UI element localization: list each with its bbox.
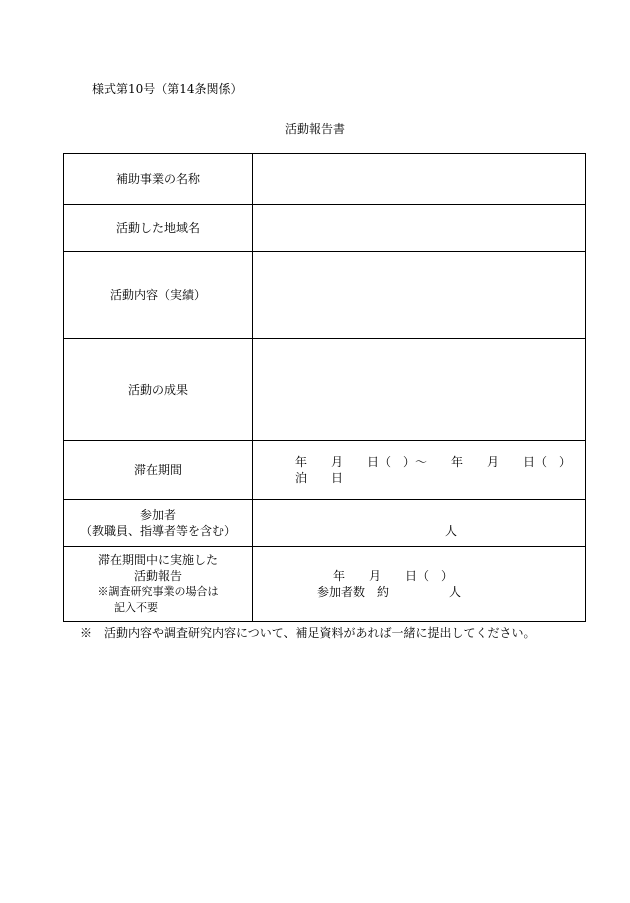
region-field[interactable] (253, 205, 586, 252)
results-label: 活動の成果 (64, 339, 253, 441)
stay-period-label: 滞在期間 (64, 441, 253, 500)
activity-report-date: 年 月 日（ ） (333, 569, 454, 583)
activity-report-note2: 記入不要 (114, 601, 158, 614)
stay-period-nights: 泊 日 (295, 471, 344, 485)
row-results (64, 339, 586, 441)
activity-report-label-line1: 滞在期間中に実施した (97, 553, 218, 567)
region-label: 活動した地域名 (64, 205, 253, 252)
stay-period-field[interactable] (253, 441, 586, 500)
activity-report-label-line2: 活動報告 (133, 569, 182, 583)
row-participants (64, 500, 586, 547)
project-name-label: 補助事業の名称 (64, 154, 253, 205)
footer-note: ※ 活動内容や調査研究内容について、補足資料があれば一緒に提出してください。 (80, 626, 536, 640)
activity-report-field[interactable] (253, 547, 586, 622)
content-field[interactable] (253, 252, 586, 339)
row-project-name (64, 154, 586, 205)
row-activity-report (64, 547, 586, 622)
participants-label-line2: （教職員、指導者等を含む） (79, 524, 236, 538)
row-region (64, 205, 586, 252)
report-table (63, 153, 586, 622)
activity-report-label (64, 547, 253, 622)
participants-label (64, 500, 253, 547)
stay-period-dates: 年 月 日（ ）～ 年 月 日（ ） (295, 455, 572, 469)
form-number: 様式第10号（第14条関係） (92, 82, 243, 96)
activity-report-count: 参加者数 約 人 (317, 585, 462, 599)
content-label: 活動内容（実績） (64, 252, 253, 339)
row-content (64, 252, 586, 339)
activity-report-note1: ※調査研究事業の場合は (97, 585, 219, 598)
participants-unit: 人 (445, 523, 458, 538)
row-stay-period (64, 441, 586, 500)
results-field[interactable] (253, 339, 586, 441)
document-title: 活動報告書 (284, 122, 345, 136)
participants-label-line1: 参加者 (139, 508, 176, 522)
project-name-field[interactable] (253, 154, 586, 205)
participants-field[interactable] (253, 500, 586, 547)
